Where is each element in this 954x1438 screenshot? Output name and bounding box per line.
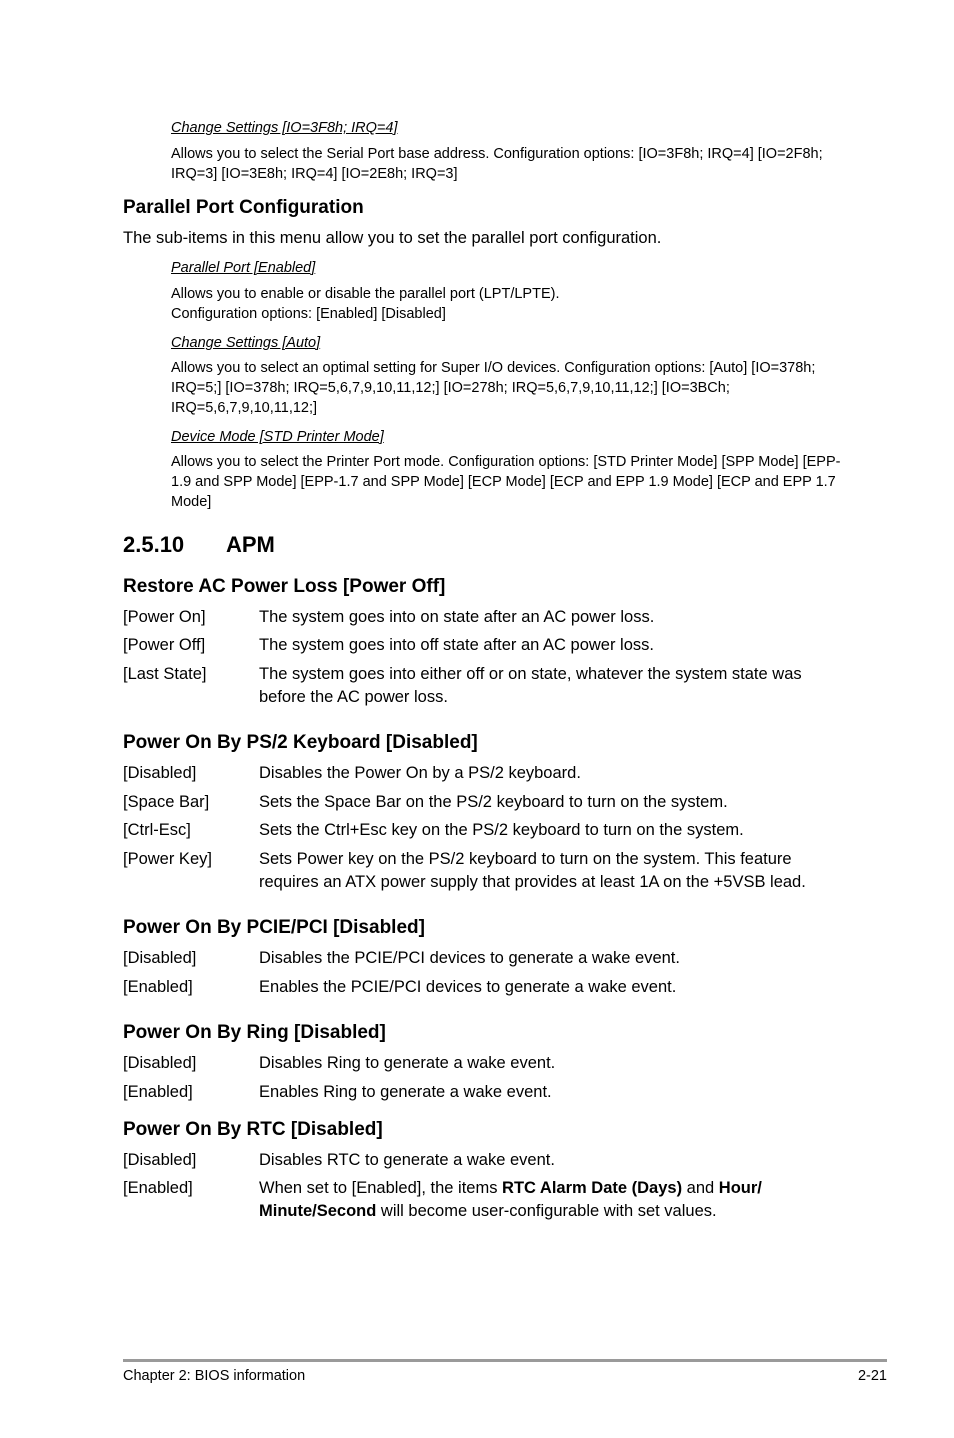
rtc-heading: Power On By RTC [Disabled] [123, 1119, 383, 1140]
option-desc: Disables Ring to generate a wake event. [259, 1054, 556, 1072]
hour-minute-second-term: Hour/ Minute/Second [259, 1179, 762, 1220]
rtc-enabled-text-1: When set to [Enabled], the items [259, 1179, 503, 1197]
parallel-change-settings-desc: Allows you to select an optimal setting for Super I/O devices. Configuration options: [Auto] [IO=378h; IRQ=5;] [IO=378h; IRQ=5,6,7,9,10,11,12;] [IO=278h; IRQ=5,6,7,9,10,11,12;] [IO=3BCh; IRQ=5,6,7,9,10,11,12;] [171, 360, 816, 416]
option-desc: Sets the Space Bar on the PS/2 keyboard to turn on the system. [259, 793, 728, 811]
rtc-enabled-text-2: and [682, 1179, 719, 1197]
parallel-port-heading: Parallel Port Configuration [123, 197, 364, 218]
option-key: [Last State] [123, 665, 207, 683]
option-key: [Power On] [123, 608, 206, 626]
serial-change-settings-title: Change Settings [IO=3F8h; IRQ=4] [171, 120, 398, 136]
device-mode-title: Device Mode [STD Printer Mode] [171, 429, 384, 445]
option-desc: The system goes into either off or on state, whatever the system state was before the AC power loss. [259, 665, 802, 706]
pcie-pci-heading: Power On By PCIE/PCI [Disabled] [123, 917, 425, 938]
footer-page-number: 2-21 [857, 1368, 887, 1384]
option-key: [Disabled] [123, 764, 197, 782]
device-mode-desc: Allows you to select the Printer Port mode. Configuration options: [STD Printer Mode] [SPP Mode] [EPP-1.9 and SPP Mode] [EPP-1.7 and SPP Mode] [ECP Mode] [ECP and EPP 1.9 Mode] [ECP and EPP 1.7 Mode] [171, 454, 841, 510]
option-desc [259, 1177, 849, 1223]
option-desc: Enables the PCIE/PCI devices to generate a wake event. [259, 978, 677, 996]
apm-section-number: 2.5.10 [123, 532, 185, 557]
option-desc: Disables RTC to generate a wake event. [259, 1151, 555, 1169]
option-key: [Enabled] [123, 978, 193, 996]
option-desc: Disables the Power On by a PS/2 keyboard. [259, 764, 581, 782]
option-key: [Disabled] [123, 1151, 197, 1169]
parallel-port-enabled-title: Parallel Port [Enabled] [171, 260, 316, 276]
option-key: [Space Bar] [123, 793, 210, 811]
rtc-enabled-text-3: will become user-configurable with set values. [376, 1202, 717, 1220]
option-key: [Disabled] [123, 1054, 197, 1072]
serial-change-settings-desc: Allows you to select the Serial Port base address. Configuration options: [IO=3F8h; IRQ=4] [IO=2F8h; IRQ=3] [IO=3E8h; IRQ=4] [IO=2E8h; IRQ=3] [171, 146, 823, 182]
apm-section-title [123, 532, 275, 558]
option-desc: The system goes into on state after an AC power loss. [259, 608, 655, 626]
restore-ac-heading: Restore AC Power Loss [Power Off] [123, 576, 446, 597]
option-desc: The system goes into off state after an AC power loss. [259, 636, 654, 654]
option-key: [Enabled] [123, 1179, 193, 1197]
parallel-port-desc-line1: Allows you to enable or disable the parallel port (LPT/LPTE). [171, 286, 560, 302]
option-desc: Disables the PCIE/PCI devices to generate a wake event. [259, 949, 680, 967]
ps2-keyboard-heading: Power On By PS/2 Keyboard [Disabled] [123, 732, 478, 753]
option-desc: Enables Ring to generate a wake event. [259, 1083, 552, 1101]
parallel-port-intro: The sub-items in this menu allow you to set the parallel port configuration. [123, 229, 662, 247]
apm-section-name: APM [226, 532, 275, 557]
parallel-port-enabled-desc [171, 284, 841, 324]
parallel-port-desc-line2: Configuration options: [Enabled] [Disabled] [171, 306, 446, 322]
option-desc: Sets Power key on the PS/2 keyboard to turn on the system. This feature requires an ATX power supply that provides at least 1A on the +5VSB lead. [259, 850, 806, 891]
footer-divider [123, 1359, 887, 1362]
ring-heading: Power On By Ring [Disabled] [123, 1022, 386, 1043]
option-key: [Ctrl-Esc] [123, 821, 191, 839]
rtc-alarm-date-term: RTC Alarm Date (Days) [502, 1179, 683, 1197]
footer-chapter: Chapter 2: BIOS information [123, 1368, 306, 1384]
option-key: [Power Key] [123, 850, 212, 868]
option-desc: Sets the Ctrl+Esc key on the PS/2 keyboard to turn on the system. [259, 821, 744, 839]
option-key: [Power Off] [123, 636, 206, 654]
option-key: [Enabled] [123, 1083, 193, 1101]
parallel-change-settings-title: Change Settings [Auto] [171, 335, 321, 351]
option-key: [Disabled] [123, 949, 197, 967]
